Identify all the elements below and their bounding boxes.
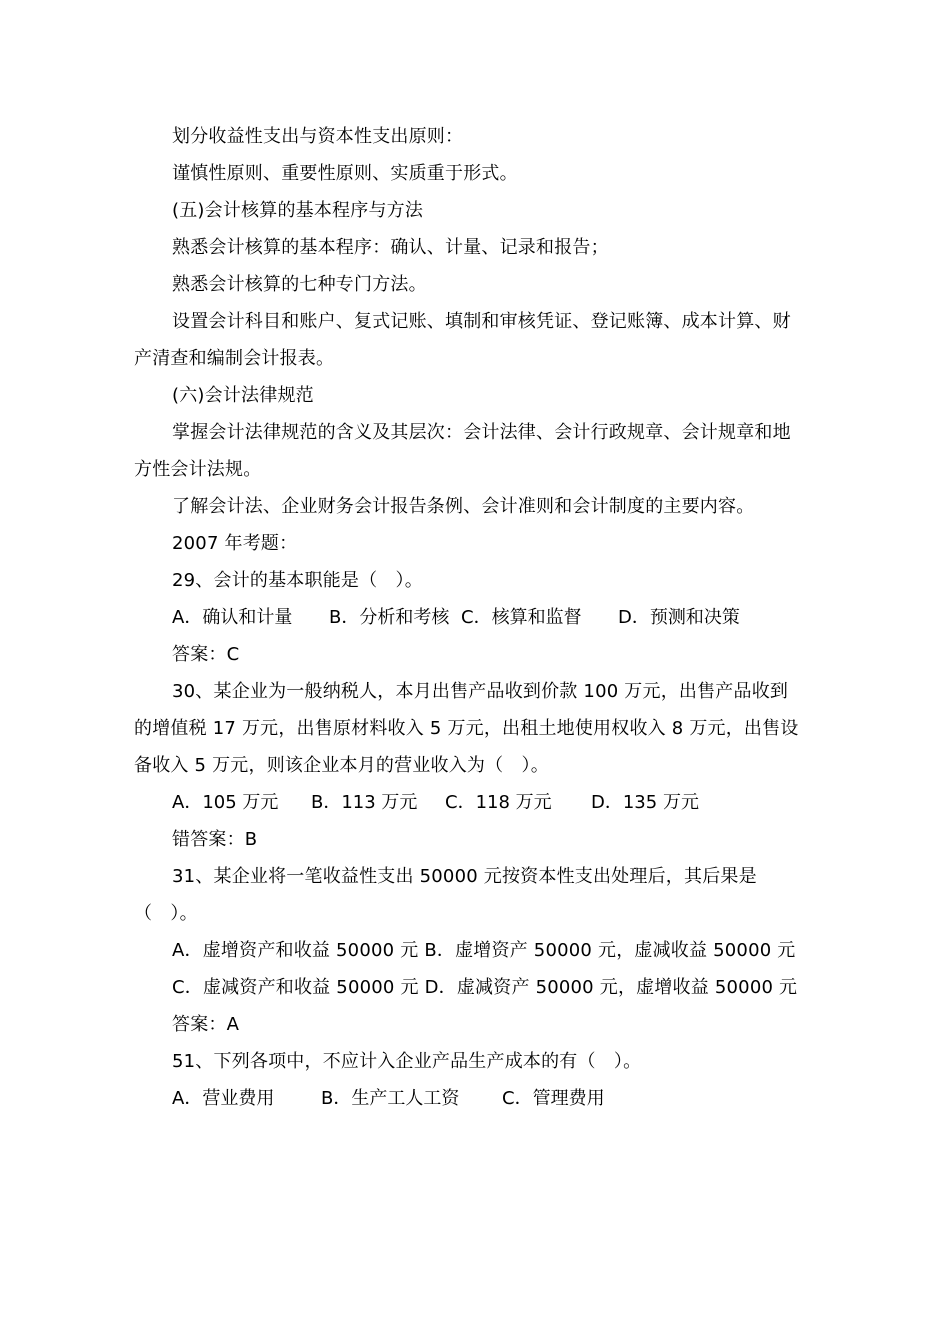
answer-30: 错答案：B [172,829,258,850]
question-51-options [134,1080,802,1117]
option-d: D．135 万元 [591,792,699,813]
option-a: A．确认和计量 [172,607,293,628]
document-body [134,118,802,1117]
question-30: 30、某企业为一般纳税人，本月出售产品收到价款 100 万元，出售产品收到的增值税 17 万元，出售原材料收入 5 万元，出租土地使用权收入 8 万元，出售设备收入 5 万元，则该企业本月的营业收入为（ ）。 [134,681,799,776]
section-heading: (五)会计核算的基本程序与方法 [172,200,424,221]
option-a: A．营业费用 [172,1088,275,1109]
question-51: 51、下列各项中，不应计入企业产品生产成本的有（ ）。 [172,1051,642,1072]
paragraph: 熟悉会计核算的七种专门方法。 [172,274,427,295]
option-b: B．生产工人工资 [321,1088,460,1109]
option-d: D．预测和决策 [618,607,740,628]
paragraph: 熟悉会计核算的基本程序：确认、计量、记录和报告； [172,237,609,258]
option-c: C．核算和监督 [461,607,582,628]
paragraph: 划分收益性支出与资本性支出原则： [172,126,464,147]
exam-year-heading: 2007 年考题： [172,533,298,554]
option-c: C．管理费用 [502,1088,605,1109]
answer-29: 答案：C [172,644,240,665]
paragraph: 掌握会计法律规范的含义及其层次：会计法律、会计行政规章、会计规章和地方性会计法规。 [134,422,791,480]
question-31: 31、某企业将一笔收益性支出 50000 元按资本性支出处理后，其后果是（ ）。 [134,866,757,924]
section-heading: (六)会计法律规范 [172,385,314,406]
option-a: A．105 万元 [172,792,279,813]
question-29: 29、会计的基本职能是（ ）。 [172,570,423,591]
paragraph: 设置会计科目和账户、复式记账、填制和审核凭证、登记账簿、成本计算、财产清查和编制会计报表。 [134,311,791,369]
paragraph: 了解会计法、企业财务会计报告条例、会计准则和会计制度的主要内容。 [172,496,755,517]
answer-31: 答案：A [172,1014,240,1035]
paragraph: 谨慎性原则、重要性原则、实质重于形式。 [172,163,518,184]
option-b: B．113 万元 [311,792,418,813]
question-31-options-ab: A．虚增资产和收益 50000 元 B．虚增资产 50000 元，虚减收益 50000 元 [172,940,796,961]
question-30-options [134,784,802,821]
option-c: C．118 万元 [445,792,552,813]
question-31-options-cd: C．虚减资产和收益 50000 元 D．虚减资产 50000 元，虚增收益 50000 元 [172,977,798,998]
question-29-options [134,599,802,636]
option-b: B．分析和考核 [329,607,450,628]
